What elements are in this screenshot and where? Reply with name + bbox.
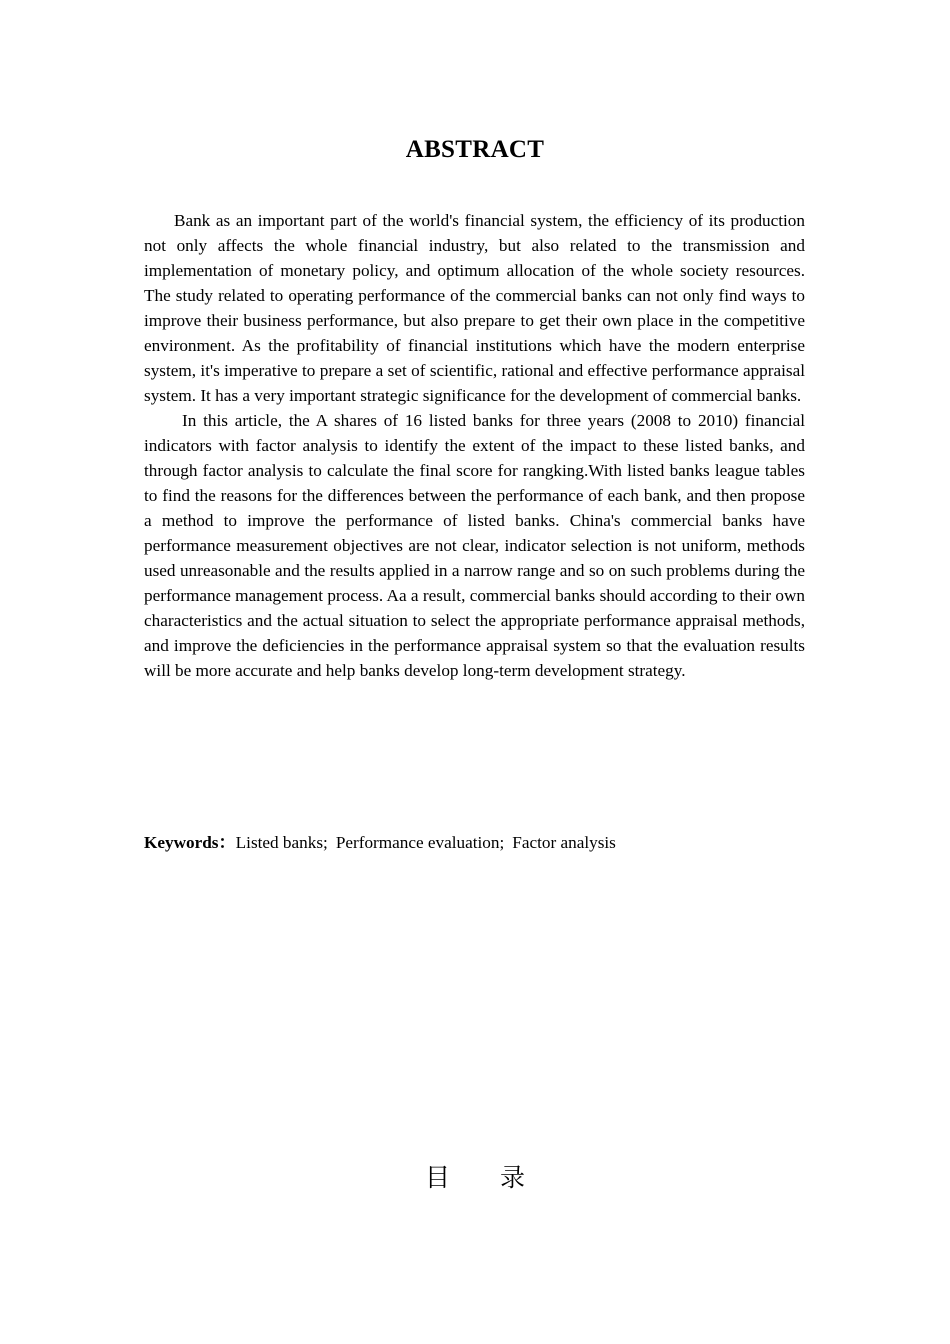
keywords-label: Keywords：	[144, 833, 236, 852]
abstract-paragraph-2: In this article, the A shares of 16 listed banks for three years (2008 to 2010) financial indicators with factor analysis to identify the extent of the impact to these listed banks, and through factor analysis to calculate the final score for rangking.With listed banks league tables to find the reasons for the differences between the performance of each bank, and then propose a method to improve the performance of listed banks. China's commercial banks have performance measurement objectives are not clear, indicator selection is not uniform, methods used unreasonable and the results applied in a narrow range and so on such problems during the performance management process. Aa a result, commercial banks should according to their own characteristics and the actual situation to select the appropriate performance appraisal methods, and improve the deficiencies in the performance appraisal system so that the evaluation results will be more accurate and help banks develop long-term development strategy.	[144, 411, 805, 680]
keyword-item: Factor analysis	[512, 833, 616, 852]
keyword-item: Performance evaluation;	[335, 833, 505, 852]
abstract-paragraph-1: Bank as an important part of the world's financial system, the efficiency of its production not only affects the whole financial industry, but also related to the transmission and implementation of monetary policy, and optimum allocation of the whole society resources. The study related to operating performance of the commercial banks can not only find ways to improve their business performance, but also prepare to get their own place in the competitive environment. As the profitability of financial institutions which have the modern enterprise system, it's imperative to prepare a set of scientific, rational and effective performance appraisal system. It has a very important strategic significance for the development of commercial banks.	[144, 211, 805, 405]
abstract-body	[144, 208, 805, 683]
keyword-item: Listed banks;	[235, 833, 328, 852]
abstract-title: ABSTRACT	[405, 136, 545, 163]
keywords-line	[144, 830, 805, 855]
table-of-contents-title: 目 录	[424, 1163, 525, 1192]
